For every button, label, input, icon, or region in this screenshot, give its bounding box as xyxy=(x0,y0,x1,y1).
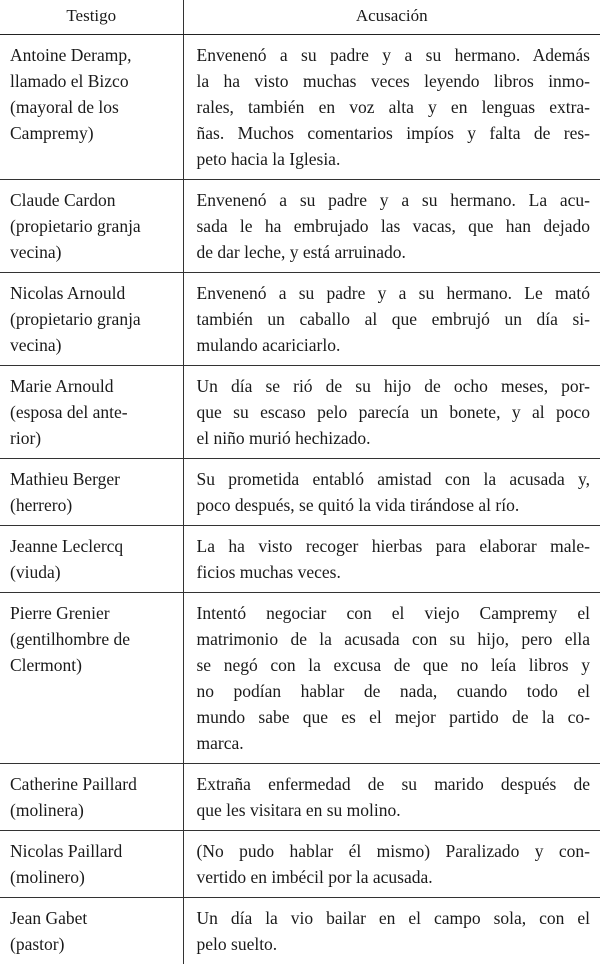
witness-line: Campremy) xyxy=(10,120,177,146)
table-row xyxy=(0,831,600,898)
table-row xyxy=(0,898,600,964)
accusation-line: Extraña enfermedad de su marido después de xyxy=(197,771,591,797)
accusation-line: mundo sabe que es el mejor partido de la co- xyxy=(197,704,591,730)
accusation-cell xyxy=(183,526,600,593)
table-row xyxy=(0,366,600,459)
accusation-cell xyxy=(183,366,600,459)
witness-line: Jeanne Leclercq xyxy=(10,533,177,559)
witness-cell xyxy=(0,273,183,366)
table-row xyxy=(0,459,600,526)
accusation-line: la ha visto muchas veces leyendo libros inmo- xyxy=(197,68,591,94)
witness-line: Nicolas Paillard xyxy=(10,838,177,864)
accusation-line: marca. xyxy=(197,730,591,756)
witness-line: (pastor) xyxy=(10,931,177,957)
accusation-line: rales, también en voz alta y en lenguas extra- xyxy=(197,94,591,120)
table-header xyxy=(0,0,600,35)
accusation-line: poco después, se quitó la vida tirándose al río. xyxy=(197,492,591,518)
accusation-line: no podían hablar de nada, cuando todo el xyxy=(197,678,591,704)
table-row xyxy=(0,35,600,180)
accusation-line: sada le ha embrujado las vacas, que han dejado xyxy=(197,213,591,239)
table-row xyxy=(0,593,600,764)
witness-cell xyxy=(0,831,183,898)
accusation-line: Un día la vio bailar en el campo sola, con el xyxy=(197,905,591,931)
witness-cell xyxy=(0,593,183,764)
accusation-line: pelo suelto. xyxy=(197,931,591,957)
accusation-line: ñas. Muchos comentarios impíos y falta de res- xyxy=(197,120,591,146)
accusation-line: ficios muchas veces. xyxy=(197,559,591,585)
accusation-line: que su escaso pelo parecía un bonete, y al poco xyxy=(197,399,591,425)
witness-cell xyxy=(0,180,183,273)
witness-line: (gentilhombre de xyxy=(10,626,177,652)
accusation-cell xyxy=(183,898,600,964)
accusation-line: peto hacia la Iglesia. xyxy=(197,146,591,172)
witness-cell xyxy=(0,459,183,526)
witness-line: Jean Gabet xyxy=(10,905,177,931)
witness-line: vecina) xyxy=(10,239,177,265)
witness-line: (herrero) xyxy=(10,492,177,518)
witness-line: rior) xyxy=(10,425,177,451)
accusation-line: (No pudo hablar él mismo) Paralizado y con- xyxy=(197,838,591,864)
witness-cell xyxy=(0,366,183,459)
accusation-line: Envenenó a su padre y a su hermano. Además xyxy=(197,42,591,68)
accusation-line: de dar leche, y está arruinado. xyxy=(197,239,591,265)
witness-line: Marie Arnould xyxy=(10,373,177,399)
witness-line: (viuda) xyxy=(10,559,177,585)
accusation-line: Envenenó a su padre y a su hermano. La acu- xyxy=(197,187,591,213)
table-row xyxy=(0,764,600,831)
accusation-line: mulando acariciarlo. xyxy=(197,332,591,358)
witness-cell xyxy=(0,898,183,964)
witness-line: Clermont) xyxy=(10,652,177,678)
accusation-line: se negó con la excusa de que no leía libros y xyxy=(197,652,591,678)
accusation-line: La ha visto recoger hierbas para elaborar male- xyxy=(197,533,591,559)
witness-line: Catherine Paillard xyxy=(10,771,177,797)
witness-line: Mathieu Berger xyxy=(10,466,177,492)
witness-cell xyxy=(0,764,183,831)
accusation-cell xyxy=(183,180,600,273)
accusation-line: también un caballo al que embrujó un día si- xyxy=(197,306,591,332)
witness-line: Antoine Deramp, xyxy=(10,42,177,68)
table-row xyxy=(0,273,600,366)
accusation-cell xyxy=(183,764,600,831)
accusation-line: el niño murió hechizado. xyxy=(197,425,591,451)
accusation-cell xyxy=(183,35,600,180)
table-row xyxy=(0,180,600,273)
accusation-line: que les visitara en su molino. xyxy=(197,797,591,823)
witness-line: (esposa del ante- xyxy=(10,399,177,425)
accusation-line: vertido en imbécil por la acusada. xyxy=(197,864,591,890)
accusation-line: Envenenó a su padre y a su hermano. Le mató xyxy=(197,280,591,306)
accusation-cell xyxy=(183,831,600,898)
accusation-line: Su prometida entabló amistad con la acusada y, xyxy=(197,466,591,492)
witness-line: Pierre Grenier xyxy=(10,600,177,626)
witness-line: (molinero) xyxy=(10,864,177,890)
witness-line: (propietario granja xyxy=(10,306,177,332)
witness-cell xyxy=(0,35,183,180)
witness-cell xyxy=(0,526,183,593)
witness-line: (molinera) xyxy=(10,797,177,823)
header-row xyxy=(0,0,600,35)
table-row xyxy=(0,526,600,593)
witness-line: Nicolas Arnould xyxy=(10,280,177,306)
table-body xyxy=(0,35,600,964)
accusation-line: Intentó negociar con el viejo Campremy el xyxy=(197,600,591,626)
witness-column-header: Testigo xyxy=(0,0,183,35)
witness-line: Claude Cardon xyxy=(10,187,177,213)
witness-line: llamado el Bizco xyxy=(10,68,177,94)
accusation-column-header: Acusación xyxy=(183,0,600,35)
witness-line: (propietario granja xyxy=(10,213,177,239)
witness-line: vecina) xyxy=(10,332,177,358)
accusation-cell xyxy=(183,593,600,764)
accusation-cell xyxy=(183,459,600,526)
accusation-cell xyxy=(183,273,600,366)
witness-line: (mayoral de los xyxy=(10,94,177,120)
accusation-line: matrimonio de la acusada con su hijo, pero ella xyxy=(197,626,591,652)
accusation-line: Un día se rió de su hijo de ocho meses, por- xyxy=(197,373,591,399)
